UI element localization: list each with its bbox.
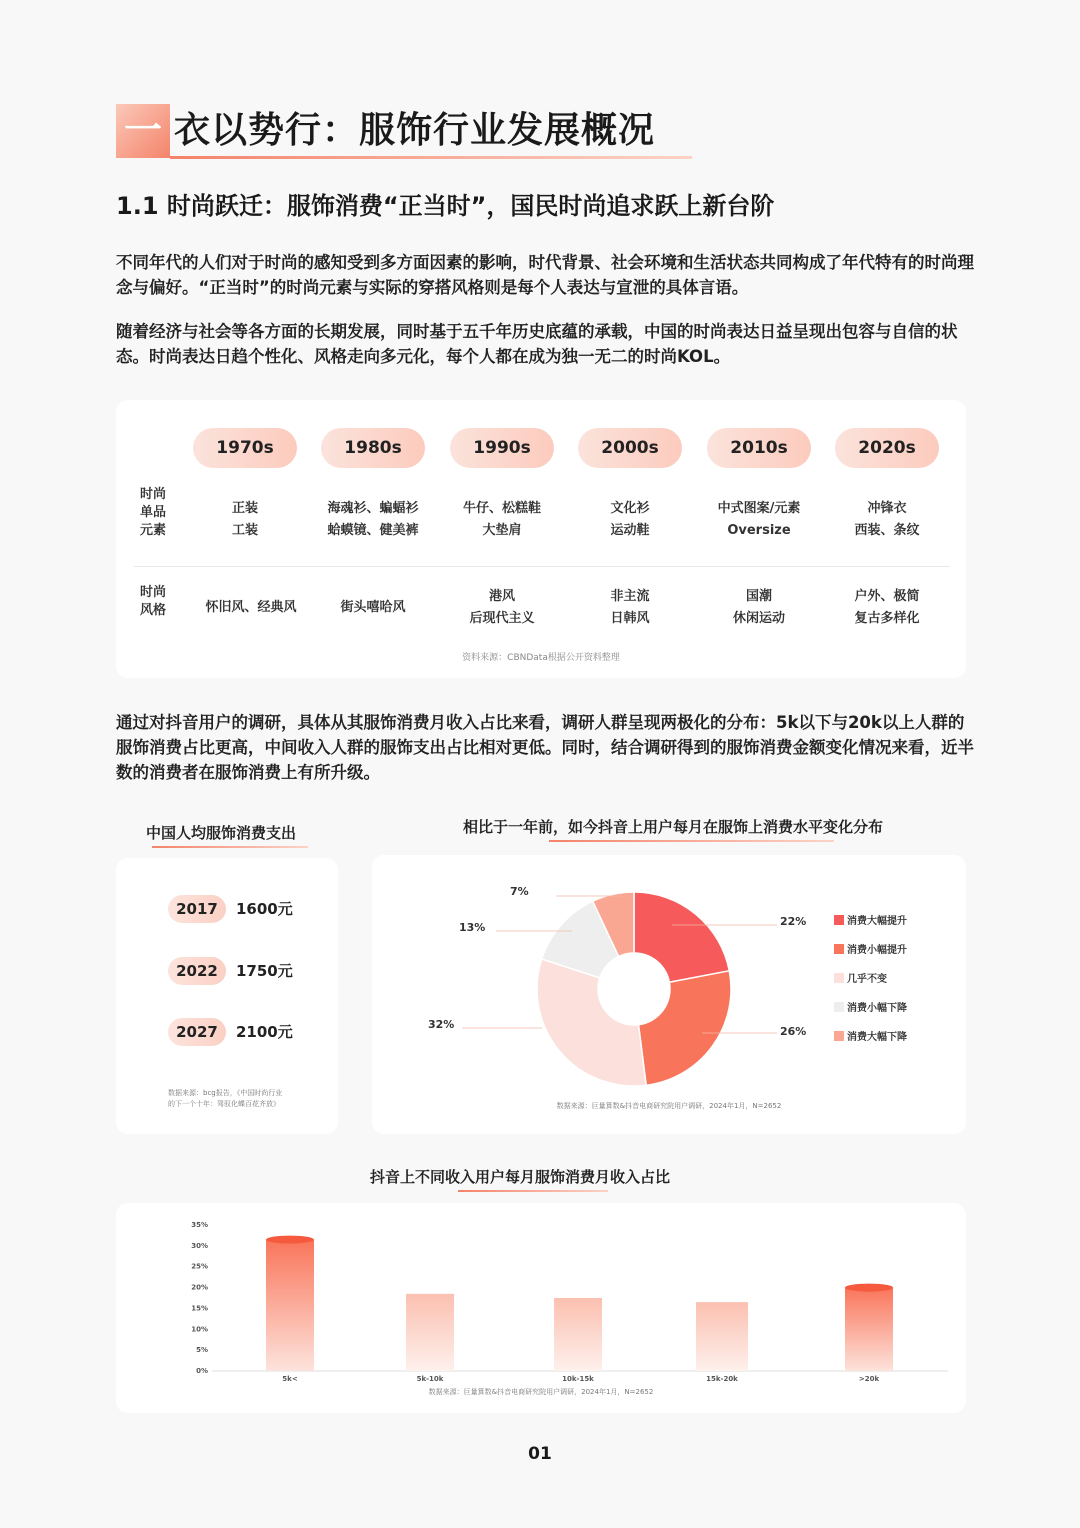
section-number: 一 — [123, 108, 162, 152]
timeline-cell: 文化衫 运动鞋 — [610, 501, 650, 538]
title-underline — [170, 156, 692, 159]
pie-chart-card — [372, 855, 966, 1134]
row-label-style: 时尚 风格 — [140, 585, 167, 618]
timeline-cell: 港风 后现代主义 — [469, 589, 535, 626]
pie-chart — [372, 855, 966, 1134]
y-tick-label: 20% — [191, 1283, 208, 1292]
timeline-cell: 海魂衫、蝙蝠衫 蛤蟆镜、健美裤 — [327, 501, 419, 538]
timeline-cell: 非主流 日韩风 — [610, 589, 650, 626]
paragraph-2: 随着经济与社会等各方面的长期发展，同时基于五千年历史底蕴的承载，中国的时尚表达日益呈现出包容与自信的状态。时尚表达日趋个性化、风格走向多元化，每个人都在成为独一无二的时尚KOL。 — [116, 322, 958, 366]
timeline-cell: 国潮 休闲运动 — [732, 589, 785, 626]
y-tick-label: 15% — [191, 1304, 208, 1313]
row-label-items: 时尚 单品 元素 — [140, 487, 167, 538]
decade-pill: 1980s — [321, 428, 425, 468]
timeline-source: 资料来源：CBNData根据公开资料整理 — [462, 653, 620, 663]
legend-item — [834, 944, 907, 958]
decade-pill: 1990s — [450, 428, 554, 468]
section-subtitle: 1.1 时尚跃迁：服饰消费“正当时”，国民时尚追求跃上新台阶 — [116, 192, 775, 220]
y-tick-label: 0% — [196, 1367, 208, 1375]
paragraph-1: 不同年代的人们对于时尚的感知受到多方面因素的影响，时代背景、社会环境和生活状态共同构成了年代特有的时尚理念与偏好。“正当时”的时尚元素与实际的穿搭风格则是每个人表达与宣泄的具体言语。 — [116, 253, 974, 297]
bar-heading: 抖音上不同收入用户每月服饰消费月收入占比 — [370, 1168, 671, 1186]
paragraph-3: 通过对抖音用户的调研，具体从其服饰消费月收入占比来看，调研人群呈现两极化的分布：5k以下与20k以上人群的服饰消费占比更高，中间收入人群的服饰支出占比相对更低。同时，结合调研得到的服饰消费金额变化情况来看，近半数的消费者在服饰消费上有所升级。 — [116, 713, 974, 782]
decade-pill: 2000s — [578, 428, 682, 468]
legend-label: 消费大幅提升 — [847, 916, 907, 927]
timeline-cell: 牛仔、松糕鞋 大垫肩 — [462, 501, 541, 538]
legend-swatch — [834, 1002, 844, 1012]
timeline-cell: 户外、极简 复古多样化 — [854, 589, 920, 626]
y-tick-label: 10% — [191, 1325, 208, 1334]
fashion-timeline-card — [116, 400, 966, 678]
pie-slice-large-up — [634, 892, 729, 982]
page-number: 01 — [528, 1444, 552, 1464]
year-pill: 2022 — [168, 957, 226, 985]
year-pill: 2027 — [168, 1018, 226, 1046]
bar-heading-underline — [458, 1190, 608, 1192]
y-tick-label: 5% — [196, 1346, 208, 1355]
spend-source: 数据来源：bcg报告，《中国时尚行业 的下一个十年：驾驭化蝶百花齐放》 — [168, 1089, 283, 1108]
pie-label-small-down: 13% — [459, 921, 486, 934]
legend-item — [834, 1031, 907, 1045]
x-tick-label: 5k-10k — [416, 1375, 444, 1383]
page-title: 衣以势行：服饰行业发展概况 — [174, 110, 656, 151]
pie-slice-unchanged — [537, 959, 646, 1086]
section-title — [116, 104, 692, 158]
bar-cap — [845, 1284, 893, 1292]
x-tick-label: 10k-15k — [562, 1375, 594, 1383]
pie-label-small-up: 26% — [780, 1025, 807, 1038]
x-tick-label: 5k< — [282, 1375, 298, 1383]
spend-value: 1750元 — [236, 962, 293, 980]
timeline-cell: 冲锋衣 西装、条纹 — [854, 501, 920, 538]
legend-label: 消费小幅提升 — [847, 945, 907, 956]
legend-label: 消费大幅下降 — [847, 1032, 907, 1043]
pie-label-large-down: 7% — [510, 885, 529, 898]
timeline-cell: 中式图案/元素 Oversize — [717, 501, 801, 538]
pie-heading-underline — [549, 840, 834, 842]
decade-pill: 2010s — [707, 428, 811, 468]
bar-5 — [845, 1288, 893, 1371]
pie-source: 数据来源：巨量算数&抖音电商研究院用户调研，2024年1月，N=2652 — [556, 1102, 782, 1110]
legend-swatch — [834, 1031, 844, 1041]
timeline-cell: 街头嘻哈风 — [340, 600, 406, 615]
decade-pill: 2020s — [835, 428, 939, 468]
legend-item — [834, 915, 907, 929]
bar-1 — [266, 1240, 314, 1371]
pie-label-large-up: 22% — [780, 915, 807, 928]
x-tick-label: 15k-20k — [706, 1375, 738, 1383]
spend-value: 1600元 — [236, 900, 293, 918]
bar-cap — [266, 1236, 314, 1244]
pie-heading: 相比于一年前，如今抖音上用户每月在服饰上消费水平变化分布 — [463, 818, 884, 836]
bar-3 — [554, 1298, 602, 1371]
bar-chart-card — [116, 1203, 966, 1413]
spend-value: 2100元 — [236, 1023, 293, 1041]
bar-4 — [696, 1302, 748, 1371]
spend-card — [116, 858, 338, 1134]
x-tick-label: >20k — [858, 1375, 880, 1383]
bar-2 — [406, 1294, 454, 1371]
bar-chart — [116, 1203, 966, 1393]
year-pill: 2017 — [168, 895, 226, 923]
y-tick-label: 30% — [191, 1241, 208, 1250]
y-tick-label: 35% — [191, 1221, 208, 1229]
spend-heading: 中国人均服饰消费支出 — [146, 824, 297, 842]
row-divider — [134, 566, 950, 567]
pie-slice-small-up — [639, 971, 731, 1085]
y-tick-label: 25% — [191, 1262, 208, 1271]
legend-swatch — [834, 973, 844, 983]
spend-heading-underline — [152, 846, 308, 848]
legend-swatch — [834, 915, 844, 925]
bar-source: 数据来源：巨量算数&抖音电商研究院用户调研，2024年1月，N=2652 — [428, 1388, 654, 1396]
decade-pill: 1970s — [193, 428, 297, 468]
legend-swatch — [834, 944, 844, 954]
legend-label: 消费小幅下降 — [847, 1003, 907, 1014]
timeline-cell: 怀旧风、经典风 — [205, 600, 297, 615]
pie-label-unchanged: 32% — [428, 1018, 455, 1031]
legend-item — [834, 973, 887, 987]
timeline-cell: 正装 工装 — [231, 501, 258, 538]
legend-item — [834, 1002, 907, 1016]
legend-label: 几乎不变 — [847, 974, 887, 985]
